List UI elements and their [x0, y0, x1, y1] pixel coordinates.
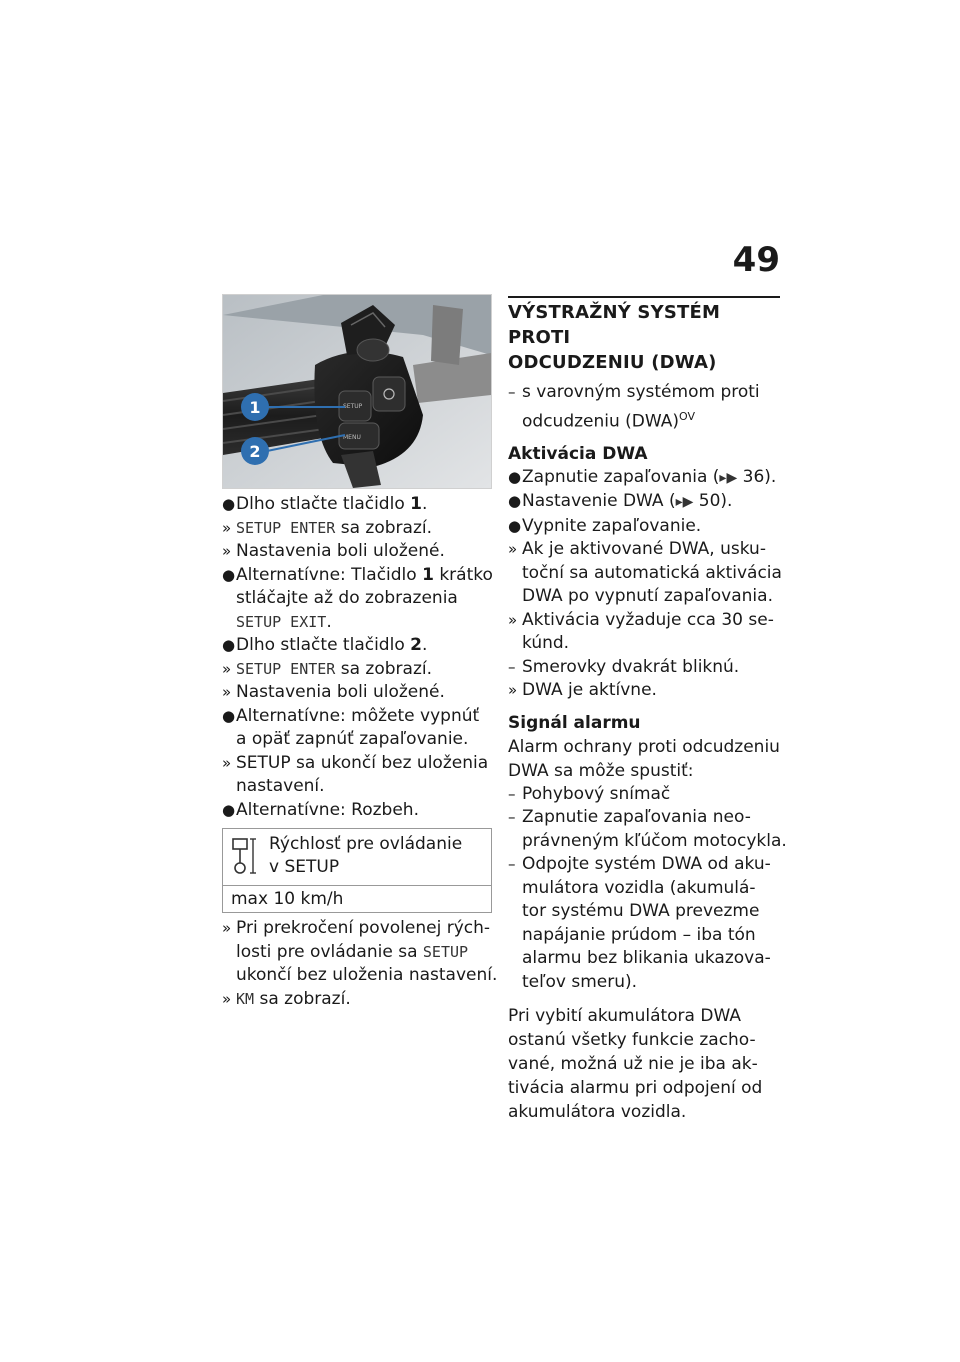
page-number: 49	[732, 240, 780, 280]
bullet-icon: ●	[222, 636, 236, 654]
bullet-icon: ●	[508, 492, 522, 511]
bullet-icon: ●	[222, 565, 236, 584]
list-item: » SETUP ENTER sa zobrazí.	[222, 517, 492, 541]
list-item: – Smerovky dvakrát bliknú.	[508, 656, 782, 680]
technical-data-icon	[223, 833, 265, 879]
list-item: ● Vypnite zapaľovanie.	[508, 515, 782, 539]
list-item: ● Alternatívne: môžete vypnúť	[222, 705, 492, 729]
list-item-continuation: tor systému DWA prevezme	[522, 901, 760, 922]
list-item-continuation: ukončí bez uloženia nastavení.	[236, 965, 498, 985]
section-divider	[508, 296, 780, 298]
dash-icon: –	[508, 855, 516, 874]
setup-button-label: SETUP	[343, 403, 363, 410]
handlebar-switch-figure	[222, 294, 492, 489]
list-item-continuation: DWA po vypnutí zapaľovania.	[522, 586, 773, 607]
result-arrow-icon: »	[508, 610, 518, 629]
alarm-paragraph: Alarm ochrany proti odcudzeniu DWA sa môže spustiť:	[508, 736, 780, 781]
list-item-continuation: mulátora vozidla (akumulá-	[522, 877, 756, 898]
bullet-icon: ●	[508, 467, 522, 486]
bullet-icon: ●	[222, 706, 236, 725]
subsection-title-activation: Aktivácia DWA	[508, 443, 648, 464]
list-item-continuation: losti pre ovládanie sa SETUP	[236, 941, 469, 962]
list-item: » DWA je aktívne.	[508, 679, 782, 703]
list-item: – s varovným systémom proti	[508, 381, 782, 405]
spec-table-title: Rýchlosť pre ovládanie	[269, 834, 463, 854]
list-item: » Nastavenia boli uložené.	[222, 681, 492, 705]
speed-spec-table	[222, 828, 492, 913]
list-item-continuation: SETUP EXIT.	[236, 611, 332, 632]
spec-table-title-line2: v SETUP	[269, 857, 340, 877]
result-arrow-icon: »	[508, 681, 518, 700]
list-item: » Pri prekročení povolenej rých-	[222, 917, 492, 941]
bullet-icon: ●	[508, 516, 522, 535]
list-item: – Zapnutie zapaľovania neo-	[508, 806, 782, 830]
list-item-continuation: stláčajte až do zobrazenia	[236, 588, 458, 608]
list-item: » SETUP sa ukončí bez uloženia	[222, 752, 492, 776]
dash-icon: –	[508, 657, 516, 676]
list-item-continuation: odcudzeniu (DWA)$^{OV}$	[522, 409, 696, 432]
battery-paragraph: Pri vybití akumulátora DWA ostanú všetky funkcie zacho- vané, možná už nie je iba ak- tivácia alarmu pri odpojení od akumulátora vozidla.	[508, 1006, 763, 1123]
result-arrow-icon: »	[222, 989, 232, 1008]
callout-1: 1	[249, 398, 261, 417]
list-item: ● Dlho stlačte tlačidlo 2.	[222, 634, 492, 658]
spec-table-value: max 10 km/h	[231, 889, 344, 909]
callout-2: 2	[249, 442, 261, 461]
list-item: » Ak je aktivované DWA, usku-	[508, 538, 782, 562]
page-reference-arrow-icon: ▸▶	[675, 494, 694, 511]
list-item-continuation: alarmu bez blikania ukazova-	[522, 948, 771, 969]
list-item: ● Nastavenie DWA (▸▶ 50).	[508, 490, 782, 515]
spec-table-header	[223, 829, 491, 886]
list-item: ● Alternatívne: Tlačidlo 1 krátko	[222, 564, 492, 588]
result-arrow-icon: »	[222, 919, 232, 937]
right-intro	[508, 381, 782, 434]
result-arrow-icon: »	[222, 542, 232, 560]
dash-icon: –	[508, 784, 516, 803]
result-arrow-icon: »	[222, 753, 232, 772]
result-arrow-icon: »	[222, 518, 232, 537]
subsection-title-alarm: Signál alarmu	[508, 712, 641, 733]
list-item-continuation: napájanie prúdom – iba tón	[522, 924, 756, 945]
right-column	[508, 294, 787, 1124]
list-item: – Odpojte systém DWA od aku-	[508, 853, 782, 877]
list-item: » SETUP ENTER sa zobrazí.	[222, 658, 492, 682]
result-arrow-icon: »	[508, 540, 518, 559]
bullet-icon: ●	[222, 800, 236, 819]
handlebar-switch-illustration	[223, 295, 491, 488]
menu-button-label: MENU	[343, 434, 361, 441]
dash-icon: –	[508, 808, 516, 827]
list-item: » KM sa zobrazí.	[222, 988, 492, 1012]
list-item: » Aktivácia vyžaduje cca 30 se-	[508, 609, 782, 633]
list-item-continuation: a opäť zapnúť zapaľovanie.	[236, 729, 469, 749]
list-item: » Nastavenia boli uložené.	[222, 540, 492, 564]
list-item: ● Dlho stlačte tlačidlo 1.	[222, 493, 492, 517]
list-item: ● Zapnutie zapaľovania (▸▶ 36).	[508, 466, 782, 491]
result-arrow-icon: »	[222, 683, 232, 701]
result-arrow-icon: »	[222, 659, 232, 678]
left-column	[222, 294, 498, 1011]
list-item-continuation: nastavení.	[236, 776, 325, 796]
list-item: – Pohybový snímač	[508, 783, 782, 807]
list-item: ● Alternatívne: Rozbeh.	[222, 799, 492, 823]
left-instructions-2	[222, 917, 498, 1011]
section-title: VÝSTRAŽNÝ SYSTÉM PROTI ODCUDZENIU (DWA)	[508, 302, 721, 373]
alarm-triggers	[508, 783, 787, 995]
list-item-continuation: teľov smeru).	[522, 971, 638, 992]
left-instructions	[222, 493, 492, 822]
list-item-continuation: právneným kľúčom motocykla.	[522, 830, 787, 851]
list-item-continuation: kúnd.	[522, 633, 570, 654]
dash-icon: –	[508, 383, 516, 401]
bullet-icon: ●	[222, 495, 236, 513]
page-reference-arrow-icon: ▸▶	[719, 469, 738, 486]
list-item-continuation: toční sa automatická aktivácia	[522, 562, 782, 583]
activation-steps	[508, 466, 782, 703]
